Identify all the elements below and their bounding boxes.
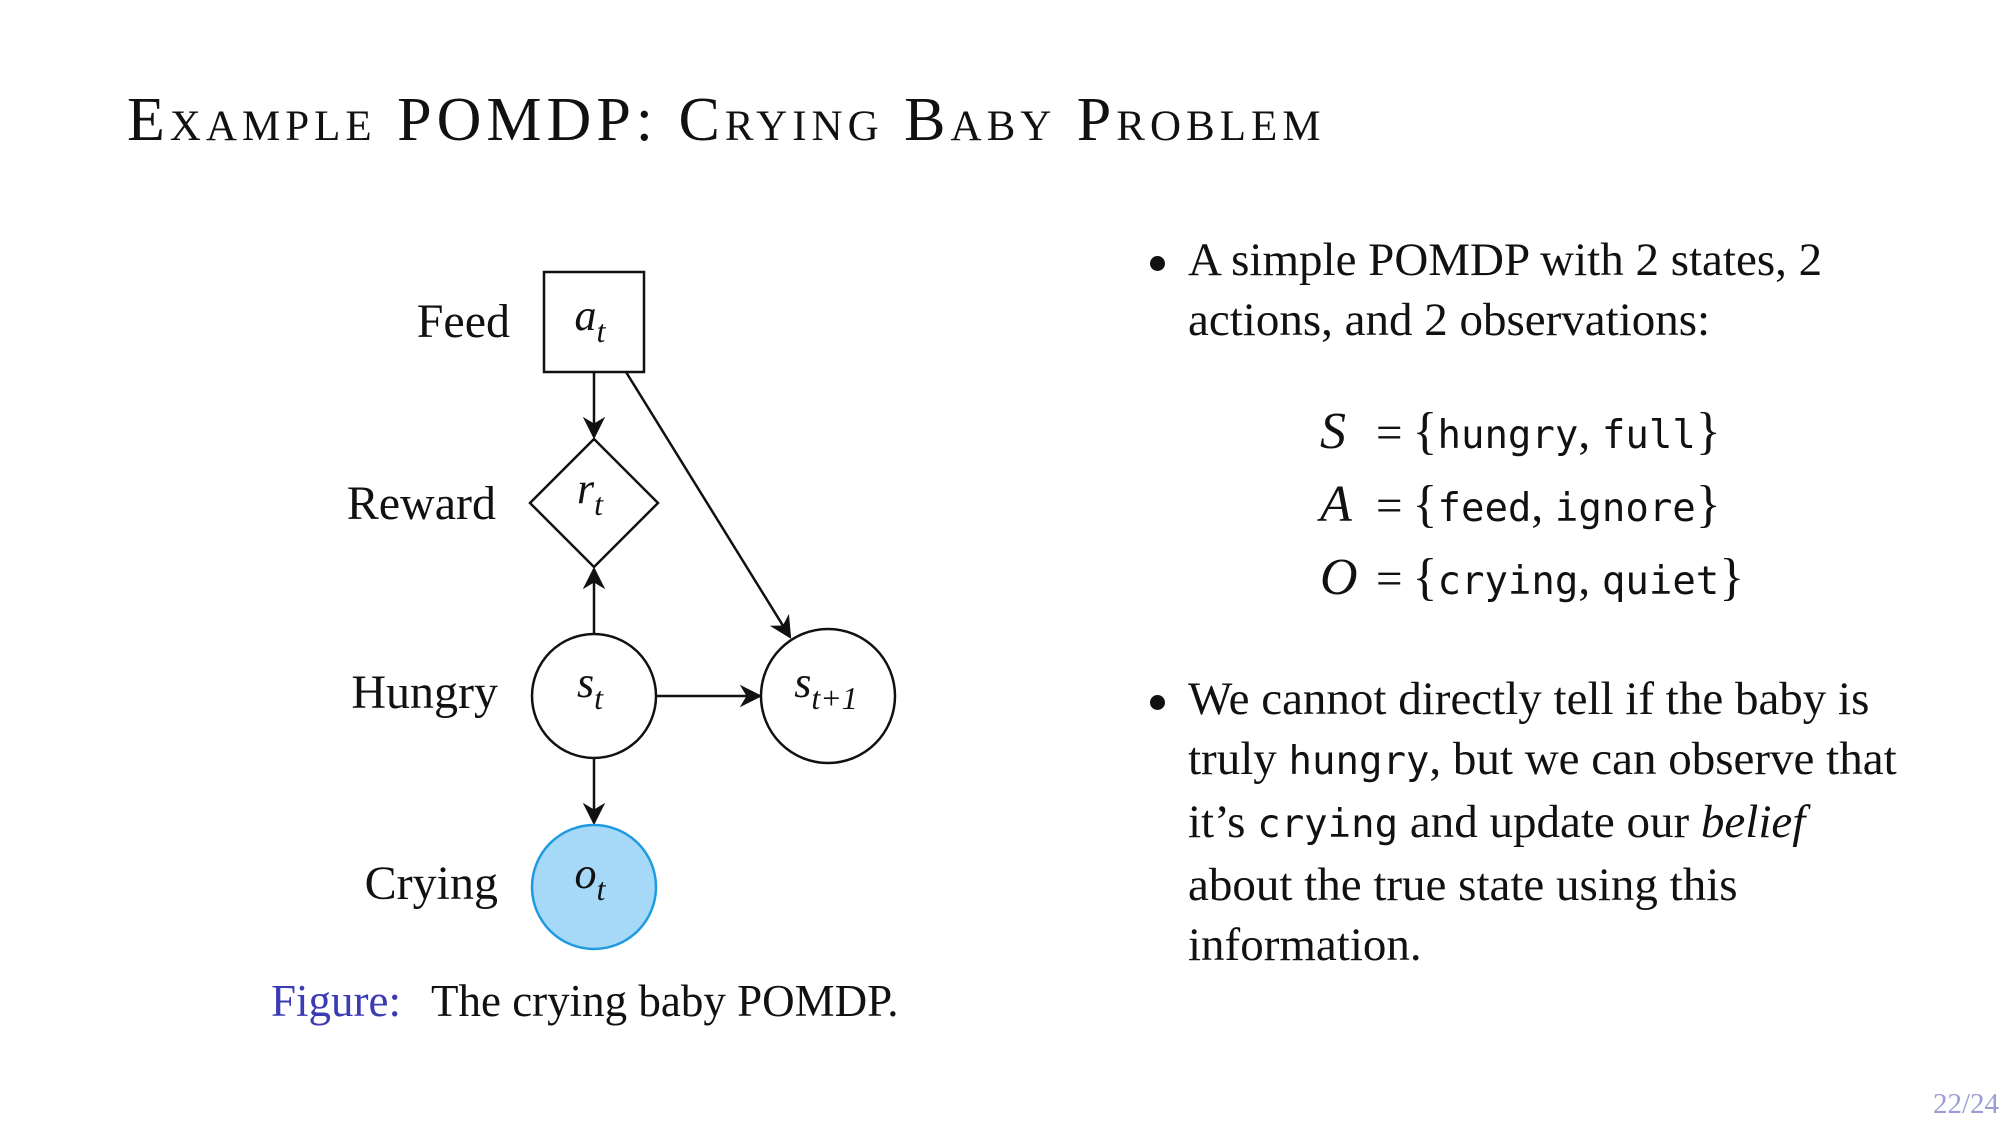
reward-node-label: $r_t$ <box>576 464 604 522</box>
slide-title: Example POMDP: Crying Baby Problem <box>127 86 1326 154</box>
bullet-pomdp-definition <box>1150 230 1910 350</box>
states-set: S = {hungry, full} <box>1320 395 1910 468</box>
states-symbol: S <box>1320 403 1346 460</box>
bullet-text-part3: and update our <box>1409 796 1690 848</box>
row-label-reward: Reward <box>346 477 496 530</box>
bullet-text-part1: We cannot directly tell if the baby is truly <box>1188 673 1870 785</box>
bullet-text-first: A simple POMDP with 2 states, 2 actions, and 2 observations: <box>1188 234 1823 346</box>
observations-symbol: O <box>1320 549 1358 606</box>
bullet-text-part2: , but we can observe that it’s <box>1188 733 1897 848</box>
state-node-label: $s_t$ <box>576 658 604 716</box>
bullet-text-part4: about the true state using this information. <box>1188 859 1738 971</box>
page-number: 22/24 <box>1932 1088 1999 1120</box>
actions-symbol: A <box>1320 476 1352 533</box>
set-definitions <box>1150 395 1910 614</box>
emphasis-belief: belief <box>1700 796 1806 848</box>
next-state-node-label: $s_{t+1}$ <box>794 658 858 716</box>
observation-quiet: quiet <box>1601 559 1720 604</box>
bullet-dot <box>1150 256 1165 271</box>
observation-node-label: $o_t$ <box>574 849 606 907</box>
code-hungry: hungry <box>1288 739 1430 784</box>
row-label-hungry: Hungry <box>351 666 498 719</box>
action-ignore: ignore <box>1554 486 1696 531</box>
bullet-belief-explanation <box>1150 669 1910 975</box>
actions-set: A = {feed, ignore} <box>1320 468 1910 541</box>
observations-set: O = {crying, quiet} <box>1320 541 1910 614</box>
action-node-label: $a_t$ <box>574 291 606 349</box>
figure-caption-prefix: Figure: <box>271 976 401 1026</box>
bullet-list <box>1150 230 1910 975</box>
state-hungry: hungry <box>1437 413 1579 458</box>
row-label-feed: Feed <box>416 295 510 348</box>
figure-caption-text: The crying baby POMDP. <box>431 976 899 1026</box>
pomdp-diagram <box>0 0 1000 1000</box>
row-label-crying: Crying <box>364 857 498 910</box>
figure-caption <box>271 975 898 1027</box>
state-full: full <box>1601 413 1696 458</box>
code-crying: crying <box>1257 802 1399 847</box>
action-feed: feed <box>1437 486 1532 531</box>
bullet-dot <box>1150 695 1165 710</box>
observation-crying: crying <box>1437 559 1579 604</box>
